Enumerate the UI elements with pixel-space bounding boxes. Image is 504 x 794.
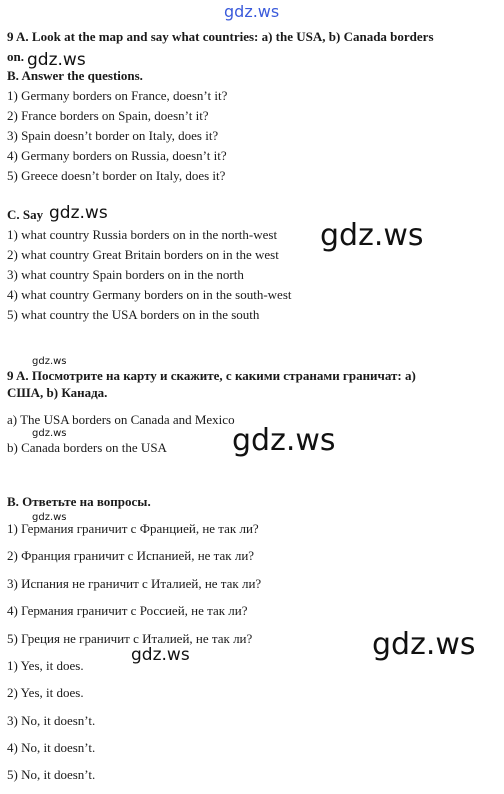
question-line: 5) Greece doesn’t border on Italy, does it? [7, 168, 226, 183]
answer-line: b) Canada borders on the USA [7, 440, 167, 455]
translation-b-title: B. Ответьте на вопросы. [7, 494, 151, 509]
watermark: gdz.ws [131, 645, 190, 665]
translation-line: 2) Франция граничит с Испанией, не так ли? [7, 548, 255, 563]
watermark: gdz.ws [320, 218, 424, 253]
answer-line: 2) Yes, it does. [7, 685, 84, 700]
watermark: gdz.ws [27, 50, 86, 70]
question-line: 4) Germany borders on Russia, doesn’t it? [7, 148, 227, 163]
answer-line: a) The USA borders on Canada and Mexico [7, 412, 235, 427]
translation-a-title-cont: США, b) Канада. [7, 385, 108, 400]
translation-line: 4) Германия граничит с Россией, не так ли? [7, 603, 248, 618]
watermark: gdz.ws [32, 428, 67, 439]
answer-line: 4) No, it doesn’t. [7, 740, 96, 755]
say-line: 2) what country Great Britain borders on in the west [7, 247, 279, 262]
answer-line: 5) No, it doesn’t. [7, 767, 96, 782]
task-a-title: 9 A. Look at the map and say what countries: a) the USA, b) Canada borders [7, 29, 434, 44]
watermark: gdz.ws [32, 356, 67, 367]
say-line: 5) what country the USA borders on in the south [7, 307, 260, 322]
translation-line: 1) Германия граничит с Францией, не так ли? [7, 521, 259, 536]
translation-line: 3) Испания не граничит с Италией, не так ли? [7, 576, 262, 591]
translation-line: 5) Греция не граничит с Италией, не так ли? [7, 631, 253, 646]
say-line: 4) what country Germany borders on in the south-west [7, 287, 292, 302]
answer-line: 1) Yes, it does. [7, 658, 84, 673]
task-b-title: B. Answer the questions. [7, 68, 143, 83]
say-line: 3) what country Spain borders on in the north [7, 267, 244, 282]
answer-line: 3) No, it doesn’t. [7, 713, 96, 728]
watermark: gdz.ws [232, 423, 336, 458]
task-c-title: C. Say [7, 207, 44, 222]
question-line: 2) France borders on Spain, doesn’t it? [7, 108, 209, 123]
watermark: gdz.ws [32, 512, 67, 523]
watermark-top: gdz.ws [224, 2, 280, 21]
task-a-title-cont: on. [7, 49, 24, 64]
question-line: 1) Germany borders on France, doesn’t it? [7, 88, 228, 103]
watermark: gdz.ws [372, 627, 476, 662]
watermark: gdz.ws [49, 203, 108, 223]
say-line: 1) what country Russia borders on in the north-west [7, 227, 278, 242]
question-line: 3) Spain doesn’t border on Italy, does it? [7, 128, 219, 143]
translation-a-title: 9 A. Посмотрите на карту и скажите, с какими странами граничат: a) [7, 368, 416, 383]
